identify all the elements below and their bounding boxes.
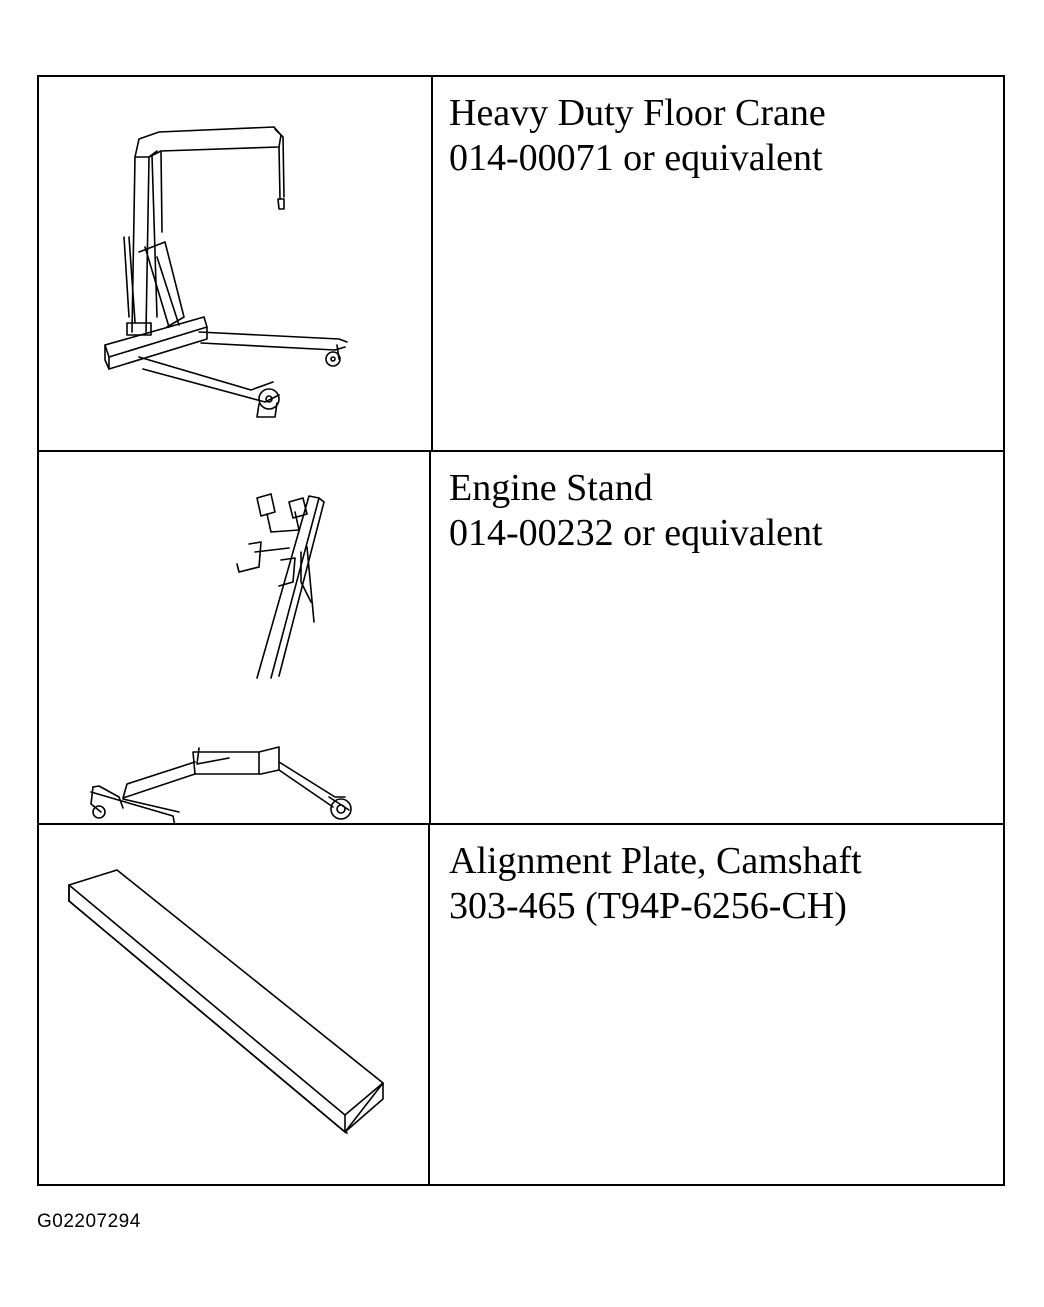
tool-name: Heavy Duty Floor Crane <box>449 92 826 134</box>
alignment-plate-illustration <box>39 825 431 1186</box>
tool-part-number: 014-00071 or equivalent <box>449 137 823 179</box>
tool-part-number: 303-465 (T94P-6256-CH) <box>449 885 847 927</box>
tool-name: Engine Stand <box>449 467 653 509</box>
tool-row-floor-crane <box>39 77 1003 451</box>
column-divider <box>431 77 433 451</box>
floor-crane-illustration <box>39 77 431 451</box>
figure-id: G02207294 <box>37 1211 141 1232</box>
engine-stand-illustration <box>39 452 431 823</box>
tool-part-number: 014-00232 or equivalent <box>449 512 823 554</box>
tool-description <box>449 466 823 556</box>
tool-description <box>449 839 862 929</box>
special-tools-table <box>37 75 1005 1186</box>
tool-row-alignment-plate <box>39 825 1003 1186</box>
tool-name: Alignment Plate, Camshaft <box>449 840 862 882</box>
column-divider <box>429 452 431 823</box>
column-divider <box>428 825 430 1186</box>
tool-row-engine-stand <box>39 452 1003 823</box>
tool-description <box>449 91 826 181</box>
